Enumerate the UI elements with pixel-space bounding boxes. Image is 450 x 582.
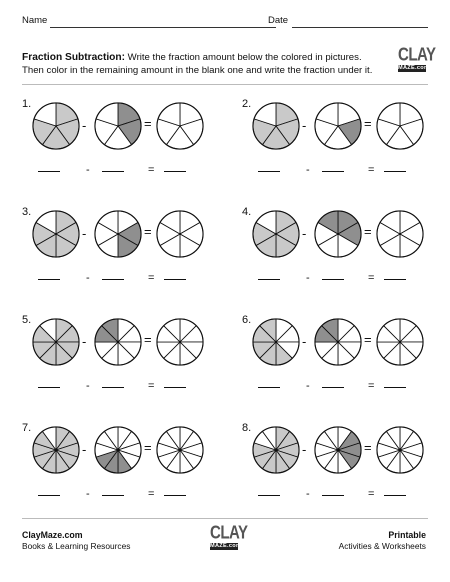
- answer-blank[interactable]: [164, 387, 186, 388]
- minuend-blank[interactable]: [258, 171, 280, 172]
- minuend-fraction-circle: [252, 318, 300, 366]
- footer-activities: Activities & Worksheets: [338, 541, 426, 551]
- subtrahend-blank[interactable]: [102, 279, 124, 280]
- minuend-blank[interactable]: [38, 495, 60, 496]
- equals-sign: =: [144, 116, 152, 131]
- subtrahend-blank[interactable]: [322, 171, 344, 172]
- subtrahend-fraction-circle: [314, 210, 362, 258]
- answer-fraction-circle[interactable]: [376, 426, 424, 474]
- minus-sign: -: [82, 334, 87, 349]
- name-date-header: [22, 12, 428, 32]
- equals-sign: =: [144, 332, 152, 347]
- footer-divider: [22, 518, 428, 519]
- answer-fraction-circle[interactable]: [376, 318, 424, 366]
- subtrahend-fraction-circle: [314, 318, 362, 366]
- minuend-fraction-circle: [252, 102, 300, 150]
- minus-sign: -: [86, 488, 90, 500]
- minuend-blank[interactable]: [258, 279, 280, 280]
- answer-blank[interactable]: [164, 279, 186, 280]
- answer-fraction-circle[interactable]: [156, 102, 204, 150]
- problem-number: 4.: [242, 206, 252, 218]
- date-label: Date: [268, 15, 289, 26]
- equals-sign: =: [368, 488, 375, 500]
- subtrahend-blank[interactable]: [102, 495, 124, 496]
- problem-number: 6.: [242, 314, 252, 326]
- problem-4: [242, 206, 422, 306]
- subtrahend-blank[interactable]: [102, 387, 124, 388]
- minus-sign: -: [306, 272, 310, 284]
- minuend-fraction-circle: [32, 210, 80, 258]
- footer-logo-bottom-text: MAZE.com: [210, 543, 242, 549]
- problem-number: 2.: [242, 98, 252, 110]
- equals-sign: =: [364, 116, 372, 131]
- minus-sign: -: [302, 442, 307, 457]
- problem-8: [242, 422, 422, 522]
- equals-sign: =: [368, 272, 375, 284]
- equals-sign: =: [148, 272, 155, 284]
- answer-fraction-circle[interactable]: [156, 318, 204, 366]
- problem-1: [22, 98, 202, 198]
- minus-sign: -: [82, 118, 87, 133]
- equals-sign: =: [364, 332, 372, 347]
- equals-sign: =: [148, 488, 155, 500]
- equals-sign: =: [368, 380, 375, 392]
- minuend-blank[interactable]: [38, 171, 60, 172]
- problem-number: 3.: [22, 206, 32, 218]
- subtrahend-blank[interactable]: [322, 387, 344, 388]
- answer-blank[interactable]: [384, 171, 406, 172]
- equals-sign: =: [364, 440, 372, 455]
- footer-site: ClayMaze.com: [22, 530, 83, 540]
- minus-sign: -: [86, 272, 90, 284]
- minus-sign: -: [306, 488, 310, 500]
- minuend-blank[interactable]: [38, 279, 60, 280]
- problem-number: 1.: [22, 98, 32, 110]
- answer-blank[interactable]: [164, 171, 186, 172]
- footer-printable: Printable: [388, 530, 426, 540]
- subtrahend-blank[interactable]: [322, 279, 344, 280]
- minuend-fraction-circle: [32, 426, 80, 474]
- header-divider: [22, 84, 428, 85]
- answer-fraction-circle[interactable]: [156, 210, 204, 258]
- subtrahend-fraction-circle: [94, 426, 142, 474]
- answer-fraction-circle[interactable]: [376, 210, 424, 258]
- minus-sign: -: [82, 226, 87, 241]
- subtrahend-fraction-circle: [314, 102, 362, 150]
- minuend-blank[interactable]: [38, 387, 60, 388]
- equals-sign: =: [144, 224, 152, 239]
- equals-sign: =: [148, 380, 155, 392]
- answer-blank[interactable]: [384, 279, 406, 280]
- problem-number: 5.: [22, 314, 32, 326]
- footer-logo: [210, 522, 248, 550]
- minuend-blank[interactable]: [258, 387, 280, 388]
- answer-blank[interactable]: [384, 387, 406, 388]
- subtrahend-blank[interactable]: [322, 495, 344, 496]
- problem-2: [242, 98, 422, 198]
- problem-6: [242, 314, 422, 414]
- problem-5: [22, 314, 202, 414]
- equals-sign: =: [148, 164, 155, 176]
- problem-3: [22, 206, 202, 306]
- logo-bottom-text: MAZE.com: [398, 65, 430, 71]
- equals-sign: =: [144, 440, 152, 455]
- instructions: [22, 52, 382, 77]
- minus-sign: -: [302, 334, 307, 349]
- equals-sign: =: [368, 164, 375, 176]
- footer-tagline: Books & Learning Resources: [22, 541, 131, 551]
- subtrahend-fraction-circle: [314, 426, 362, 474]
- minuend-fraction-circle: [252, 426, 300, 474]
- equals-sign: =: [364, 224, 372, 239]
- answer-fraction-circle[interactable]: [376, 102, 424, 150]
- minus-sign: -: [86, 380, 90, 392]
- subtrahend-blank[interactable]: [102, 171, 124, 172]
- problem-number: 8.: [242, 422, 252, 434]
- problem-7: [22, 422, 202, 522]
- logo-top-text: CLAY: [398, 44, 436, 66]
- minus-sign: -: [302, 226, 307, 241]
- minuend-blank[interactable]: [258, 495, 280, 496]
- minus-sign: -: [86, 164, 90, 176]
- minus-sign: -: [306, 164, 310, 176]
- footer-left: [22, 530, 130, 552]
- minuend-fraction-circle: [252, 210, 300, 258]
- minus-sign: -: [306, 380, 310, 392]
- instructions-title: Fraction Subtraction:: [22, 52, 126, 63]
- minuend-fraction-circle: [32, 318, 80, 366]
- name-label: Name: [22, 15, 48, 26]
- minus-sign: -: [302, 118, 307, 133]
- claymaze-logo: [398, 44, 436, 72]
- answer-blank[interactable]: [164, 495, 186, 496]
- answer-blank[interactable]: [384, 495, 406, 496]
- footer-logo-top-text: CLAY: [210, 522, 248, 544]
- answer-fraction-circle[interactable]: [156, 426, 204, 474]
- name-line[interactable]: [50, 27, 276, 28]
- subtrahend-fraction-circle: [94, 102, 142, 150]
- footer-right: [339, 530, 426, 552]
- date-line[interactable]: [292, 27, 428, 28]
- problem-number: 7.: [22, 422, 32, 434]
- subtrahend-fraction-circle: [94, 210, 142, 258]
- minuend-fraction-circle: [32, 102, 80, 150]
- subtrahend-fraction-circle: [94, 318, 142, 366]
- instructions-text: Write the fraction amount below the colored in pictures. Then color in the remaining amount in the blank one and write the fraction under it.: [22, 52, 373, 76]
- minus-sign: -: [82, 442, 87, 457]
